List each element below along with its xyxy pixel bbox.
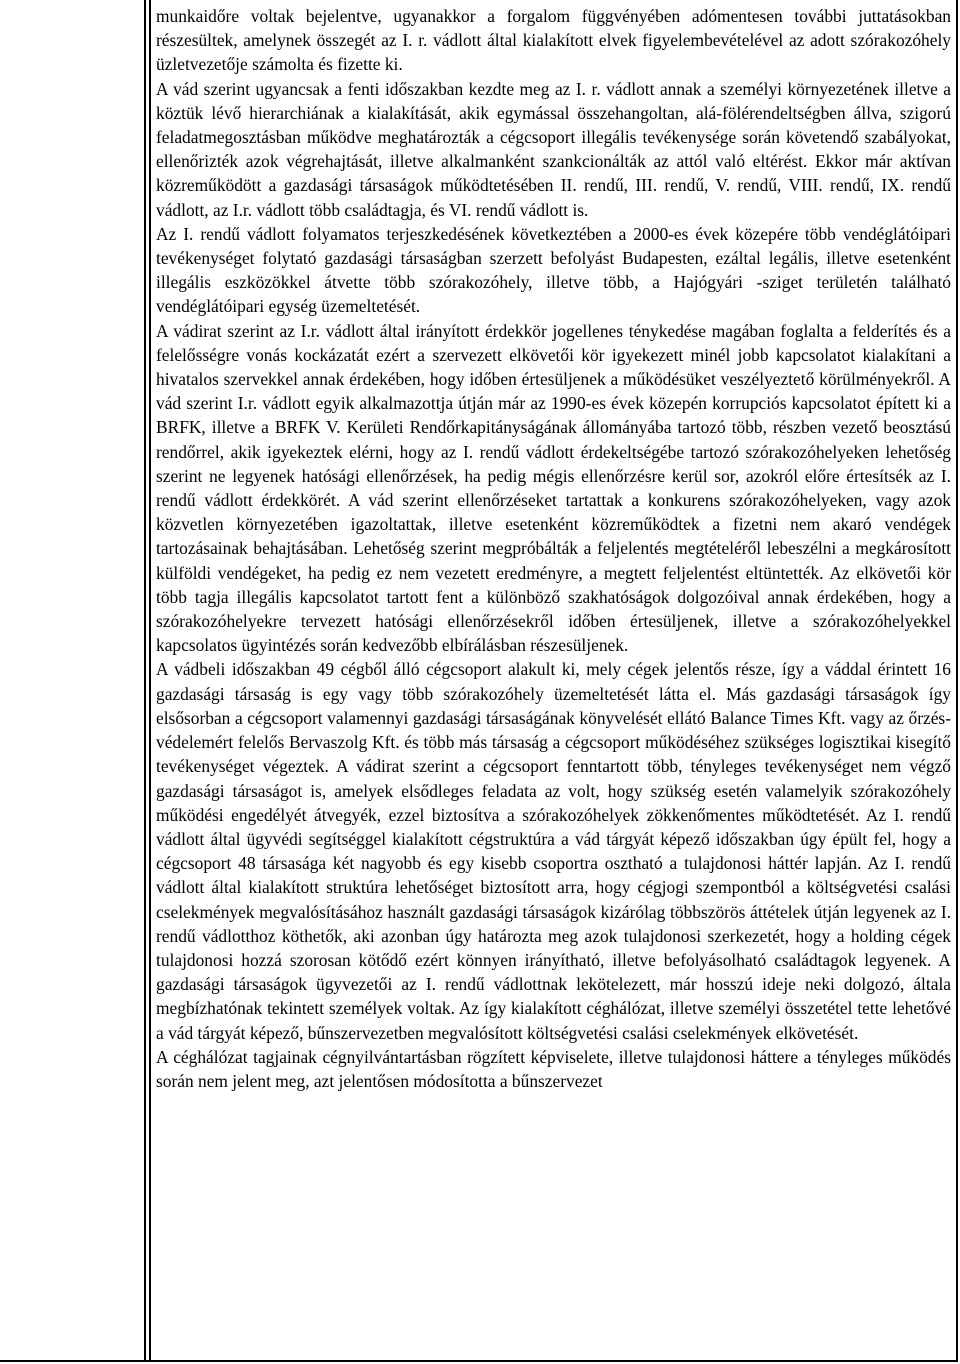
paragraph-1: munkaidőre voltak bejelentve, ugyanakkor a forgalom függvényében adómentesen további juttatásokban részesültek, amelynek összegét az I. r. vádlott által kialakított elvek figyelembevételével az adott szórakozóhely üzletvezetője számolta és fizette ki. <box>156 6 951 75</box>
paragraph-6: A céghálózat tagjainak cégnyilvántartásban rögzített képviselete, illetve tulajdonosi háttere a tényleges működés során nem jelent meg, azt jelentősen módosította a bűnszervezet <box>156 1046 951 1091</box>
paragraph-2: A vád szerint ugyancsak a fenti időszakban kezdte meg az I. r. vádlott annak a személyi környezetének illetve a köztük lévő hierarchiának a kialakítását, akik egymással összehangoltan, alá-fölérendeltségben állva, szigorú feladatmegosztásban működve meghatározták a cégcsoport illegális tevékenysége során követendő szabályokat, ellenőrizték azok végrehajtását, illetve alkalmanként szankcionálták az attól való eltérést. Ekkor már aktívan közreműködött a gazdasági társaságok működtetésében II. rendű, III. rendű, V. rendű, VIII. rendű, IX. rendű vádlott, az I.r. vádlott több családtagja, és VI. rendű vádlott is. <box>156 78 951 220</box>
paragraph-3: Az I. rendű vádlott folyamatos terjeszkedésének következtében a 2000-es évek közepére több vendéglátóipari tevékenységet folytató gazdasági társaságban szerzett befolyást Budapesten, ezáltal legális, illetve esetenként illegális eszközökkel átvette több szórakozóhely, illetve több, a Hajógyári -sziget területén található vendéglátóipari egység üzemeltetését. <box>156 223 951 317</box>
paragraph-4: A vádirat szerint az I.r. vádlott által irányított érdekkör jogellenes ténykedése magában foglalta a felderítés és a felelősségre vonás kockázatát ezért a szervezett elkövetői kör igyekezett minél jobb kapcsolatot kialakítani a hivatalos szervekkel annak érdekében, hogy időben értesüljenek a működésüket veszélyeztető körülményekről. A vád szerint I.r. vádlott egyik alkalmazottja útján már az 1990-es évek közepén korrupciós kapcsolatot épített ki a BRFK, illetve a BRFK V. Kerületi Rendőrkapitányságának állományába tartozó több, részben vezető beosztású rendőrrel, akik igyekeztek elérni, hogy az I. rendű vádlott érdekeltségébe tartozó szórakozóhelyeken lehetőség szerint ne legyenek hatósági ellenőrzések, ha pedig mégis ellenőrzésre kerül sor, azokról előre értesítsék az I. rendű vádlott érdekkörét. A vád szerint ellenőrzéseket tartattak a konkurens szórakozóhelyeken, vagy azok közvetlen környezetében igazoltattak, illetve esetenként közreműködtek a fizetni nem akaró vendégek tartozásainak behajtásában. Lehetőség szerint megpróbálták a feljelentés megtételéről lebeszélni a megkárosított külföldi vendégeket, ha pedig ez nem vezetett eredményre, a megtett feljelentést eltüntették. Az elkövetői kör több tagja illegális kapcsolatot tartott fent a különböző szakhatóságok dolgozóival annak érdekében, hogy a szórakozóhelyekre tervezett hatósági ellenőrzésekről időben értesüljenek, illetve a szórakozóhelyekkel kapcsolatos ügyintézés során kedvezőbb elbírálásban részesüljenek. <box>156 320 951 656</box>
document-body <box>156 4 951 1093</box>
left-margin-column <box>0 0 146 1360</box>
paragraph-5: A vádbeli időszakban 49 cégből álló cégcsoport alakult ki, mely cégek jelentős része, így a váddal érintett 16 gazdasági társaság is egy vagy több szórakozóhely üzemeltetését látta el. Más gazdasági társaságok így elsősorban a cégcsoport valamennyi gazdasági társaságának könyvelését ellátó Balance Times Kft. vagy az őrzés-védelemért felelős Bervaszolg Kft. és több más társaság a cégcsoport működéséhez szükséges logisztikai kisegítő tevékenységet végeztek. A vádirat szerint a cégcsoport fenntartott több, tényleges tevékenységet nem végző gazdasági társaságot is, amelyek elsődleges feladata az volt, hogy szükség esetén valamelyik szórakozóhely működési engedélyét átvegyék, ezzel biztosítva a szórakozóhelyek zökkenőmentes működtetését. Az I. rendű vádlott által ügyvédi segítséggel kialakított cégstruktúra a vád tárgyát képező időszakban úgy épült fel, hogy a cégcsoport 48 társasága két nagyobb és egy kisebb csoportra osztható a tulajdonosi háttér lapján. Az I. rendű vádlott által kialakított struktúra lehetőséget biztosított arra, hogy cégjogi szempontból a költségvetési csalási cselekmények megvalósításához használt gazdasági társaságok kizárólag többszörös áttételek útján legyenek az I. rendű vádlotthoz köthetők, aki azonban úgy határozta meg azok tulajdonosi szerkezetét, hogy a holding cégek tulajdonosi hozzá szorosan kötődő ezért könnyen irányítható, illetve befolyásolható családtagok legyenek. A gazdasági társaságok ügyvezetői az I. rendű vádlottnak lekötelezett, már hosszú ideje neki dolgozó, általa megbízhatónak tekintett személyek voltak. Az így kialakított céghálózat, illetve személyi összetétel tette lehetővé a vád tárgyát képező, bűnszervezetben megvalósított költségvetési csalási cselekmények elkövetését. <box>156 659 951 1043</box>
column-divider <box>149 0 151 1360</box>
